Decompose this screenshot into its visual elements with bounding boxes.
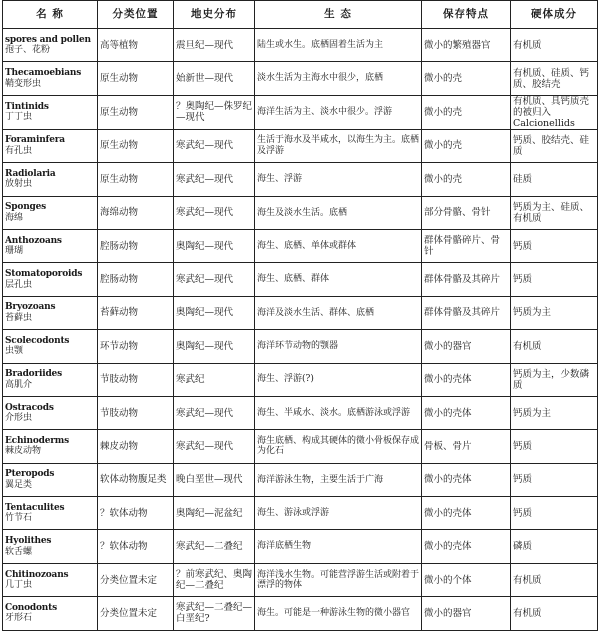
header-ecology: 生 态 xyxy=(255,1,422,29)
name-cell xyxy=(3,229,98,262)
latin-name: Stomatoporoids xyxy=(5,269,83,280)
period-cell: 寒武纪 xyxy=(174,363,255,396)
preservation-cell: 微小的器官 xyxy=(422,330,511,363)
period-cell: 始新世—现代 xyxy=(174,62,255,95)
period-cell: 寒武纪—二叠纪—白垩纪? xyxy=(174,597,255,630)
table-row xyxy=(3,463,598,496)
hard-parts-cell: 有机质 xyxy=(511,330,598,363)
classification-cell: 原生动物 xyxy=(98,129,174,162)
period-cell: 寒武纪—现代 xyxy=(174,430,255,463)
table-row xyxy=(3,296,598,329)
name-cell xyxy=(3,363,98,396)
classification-cell: 苔藓动物 xyxy=(98,296,174,329)
hard-parts-cell: 钙质为主，少数磷质 xyxy=(511,363,598,396)
ecology-cell: 陆生或水生。底栖固着生活为主 xyxy=(255,29,422,62)
classification-cell: 高等植物 xyxy=(98,29,174,62)
classification-cell: 原生动物 xyxy=(98,62,174,95)
chinese-name: 几丁虫 xyxy=(5,580,33,591)
table-row xyxy=(3,530,598,563)
period-cell: 震旦纪—现代 xyxy=(174,29,255,62)
hard-parts-cell: 钙质为主、硅质、有机质 xyxy=(511,196,598,229)
latin-name: Foraminfera xyxy=(5,135,65,146)
classification-cell: 原生动物 xyxy=(98,163,174,196)
classification-cell: 海绵动物 xyxy=(98,196,174,229)
hard-parts-cell: 钙质为主 xyxy=(511,396,598,429)
name-cell xyxy=(3,430,98,463)
ecology-cell: 海生、游泳或浮游 xyxy=(255,497,422,530)
period-cell: 寒武纪—现代 xyxy=(174,196,255,229)
table-row xyxy=(3,29,598,62)
preservation-cell: 微小的个体 xyxy=(422,563,511,596)
name-cell xyxy=(3,597,98,630)
hard-parts-cell: 钙质 xyxy=(511,263,598,296)
table-row xyxy=(3,129,598,162)
hard-parts-cell: 磷质 xyxy=(511,530,598,563)
latin-name: Echinoderms xyxy=(5,435,69,446)
name-cell xyxy=(3,497,98,530)
period-cell: 奥陶纪—现代 xyxy=(174,229,255,262)
preservation-cell: 群体骨骼及其碎片 xyxy=(422,263,511,296)
classification-cell: 腔肠动物 xyxy=(98,263,174,296)
header-name: 名 称 xyxy=(3,1,98,29)
classification-cell: 腔肠动物 xyxy=(98,229,174,262)
latin-name: Ostracods xyxy=(5,402,54,413)
table-row xyxy=(3,396,598,429)
ecology-cell: 生活于海水及半咸水，以海生为主。底栖及浮游 xyxy=(255,129,422,162)
preservation-cell: 微小的壳 xyxy=(422,163,511,196)
latin-name: Scolecodonts xyxy=(5,335,70,346)
table-body xyxy=(3,29,598,631)
table-row xyxy=(3,563,598,596)
ecology-cell: 海洋环节动物的颚器 xyxy=(255,330,422,363)
latin-name: spores and pollen xyxy=(5,34,91,45)
name-cell xyxy=(3,95,98,129)
period-cell: ？奥陶纪—侏罗纪—现代 xyxy=(174,95,255,129)
latin-name: Bryozoans xyxy=(5,302,56,313)
name-cell xyxy=(3,263,98,296)
latin-name: Conodonts xyxy=(5,602,57,613)
ecology-cell: 海生、底栖、单体或群体 xyxy=(255,229,422,262)
classification-cell: 软体动物腹足类 xyxy=(98,463,174,496)
latin-name: Sponges xyxy=(5,202,47,213)
table-row xyxy=(3,95,598,129)
name-cell xyxy=(3,330,98,363)
classification-cell: 节肢动物 xyxy=(98,396,174,429)
name-cell xyxy=(3,530,98,563)
chinese-name: 牙形石 xyxy=(5,613,33,624)
name-cell xyxy=(3,463,98,496)
preservation-cell: 微小的壳体 xyxy=(422,463,511,496)
period-cell: 奥陶纪—现代 xyxy=(174,296,255,329)
hard-parts-cell: 有机质 xyxy=(511,29,598,62)
latin-name: Chitinozoans xyxy=(5,569,69,580)
hard-parts-cell: 钙质为主 xyxy=(511,296,598,329)
period-cell: 寒武纪—现代 xyxy=(174,396,255,429)
preservation-cell: 微小的壳 xyxy=(422,129,511,162)
name-cell xyxy=(3,196,98,229)
chinese-name: 棘皮动物 xyxy=(5,446,42,457)
classification-cell: 原生动物 xyxy=(98,95,174,129)
name-cell xyxy=(3,563,98,596)
chinese-name: 鞘变形虫 xyxy=(5,78,42,89)
preservation-cell: 微小的器官 xyxy=(422,597,511,630)
preservation-cell: 微小的壳体 xyxy=(422,497,511,530)
header-classification: 分类位置 xyxy=(98,1,174,29)
chinese-name: 虫颚 xyxy=(5,346,24,357)
preservation-cell: 微小的壳 xyxy=(422,95,511,129)
classification-cell: 分类位置未定 xyxy=(98,563,174,596)
chinese-name: 苔藓虫 xyxy=(5,312,33,323)
table-row xyxy=(3,330,598,363)
hard-parts-cell: 硅质 xyxy=(511,163,598,196)
hard-parts-cell: 有机质 xyxy=(511,563,598,596)
table-row xyxy=(3,497,598,530)
preservation-cell: 微小的壳体 xyxy=(422,530,511,563)
preservation-cell: 骨板、骨片 xyxy=(422,430,511,463)
period-cell: 奥陶纪—泥盆纪 xyxy=(174,497,255,530)
ecology-cell: 海洋底栖生物 xyxy=(255,530,422,563)
latin-name: Anthozoans xyxy=(5,235,62,246)
preservation-cell: 部分骨骼、骨针 xyxy=(422,196,511,229)
latin-name: Hyolithes xyxy=(5,536,52,547)
ecology-cell: 海生、半咸水、淡水。底栖游泳或浮游 xyxy=(255,396,422,429)
latin-name: Bradoriides xyxy=(5,369,62,380)
name-cell xyxy=(3,29,98,62)
preservation-cell: 微小的壳体 xyxy=(422,363,511,396)
classification-cell: 棘皮动物 xyxy=(98,430,174,463)
preservation-cell: 微小的壳 xyxy=(422,62,511,95)
name-cell xyxy=(3,62,98,95)
header-row xyxy=(3,1,598,29)
chinese-name: 有孔虫 xyxy=(5,145,33,156)
latin-name: Tentaculites xyxy=(5,502,65,513)
period-cell: 寒武纪—现代 xyxy=(174,263,255,296)
chinese-name: 丁丁虫 xyxy=(5,112,33,123)
hard-parts-cell: 钙质 xyxy=(511,497,598,530)
preservation-cell: 微小的繁殖器官 xyxy=(422,29,511,62)
classification-cell: ？软体动物 xyxy=(98,497,174,530)
ecology-cell: 海生、浮游 xyxy=(255,163,422,196)
name-cell xyxy=(3,129,98,162)
chinese-name: 竹节石 xyxy=(5,513,33,524)
period-cell: 奥陶纪—现代 xyxy=(174,330,255,363)
name-cell xyxy=(3,396,98,429)
header-preservation: 保存特点 xyxy=(422,1,511,29)
table-row xyxy=(3,163,598,196)
name-cell xyxy=(3,163,98,196)
chinese-name: 孢子、花粉 xyxy=(5,45,51,56)
hard-parts-cell: 钙质 xyxy=(511,229,598,262)
table-row xyxy=(3,229,598,262)
table-row xyxy=(3,196,598,229)
hard-parts-cell: 钙质、胶结壳、硅质 xyxy=(511,129,598,162)
ecology-cell: 海生、底栖、群体 xyxy=(255,263,422,296)
latin-name: Thecamoebians xyxy=(5,68,82,79)
chinese-name: 翼足类 xyxy=(5,479,33,490)
chinese-name: 介形虫 xyxy=(5,413,33,424)
chinese-name: 珊瑚 xyxy=(5,246,24,257)
hard-parts-cell: 钙质 xyxy=(511,463,598,496)
period-cell: ？前寒武纪、奥陶纪—二叠纪 xyxy=(174,563,255,596)
table-row xyxy=(3,62,598,95)
preservation-cell: 微小的壳体 xyxy=(422,396,511,429)
classification-cell: ？软体动物 xyxy=(98,530,174,563)
table-row xyxy=(3,363,598,396)
ecology-cell: 海生及淡水生活。底栖 xyxy=(255,196,422,229)
chinese-name: 层孔虫 xyxy=(5,279,33,290)
ecology-cell: 海生底栖、构成其硬体的微小骨板保存成为化石 xyxy=(255,430,422,463)
table-row xyxy=(3,263,598,296)
period-cell: 晚白垩世—现代 xyxy=(174,463,255,496)
latin-name: Pteropods xyxy=(5,469,55,480)
chinese-name: 海绵 xyxy=(5,212,24,223)
period-cell: 寒武纪—现代 xyxy=(174,163,255,196)
latin-name: Radiolaria xyxy=(5,168,56,179)
hard-parts-cell: 有机质 xyxy=(511,597,598,630)
table-row xyxy=(3,597,598,630)
ecology-cell: 海生。可能是一种游泳生物的微小器官 xyxy=(255,597,422,630)
chinese-name: 放射虫 xyxy=(5,179,33,190)
chinese-name: 软舌螺 xyxy=(5,546,33,557)
ecology-cell: 海生、浮游(?) xyxy=(255,363,422,396)
period-cell: 寒武纪—二叠纪 xyxy=(174,530,255,563)
ecology-cell: 海洋浅水生物。可能营浮游生活或附着于漂浮的物体 xyxy=(255,563,422,596)
ecology-cell: 海洋游泳生物，主要生活于广海 xyxy=(255,463,422,496)
classification-cell: 分类位置未定 xyxy=(98,597,174,630)
preservation-cell: 群体骨骼碎片、骨针 xyxy=(422,229,511,262)
ecology-cell: 淡水生活为主海水中很少，底栖 xyxy=(255,62,422,95)
name-cell xyxy=(3,296,98,329)
classification-cell: 环节动物 xyxy=(98,330,174,363)
header-period: 地史分布 xyxy=(174,1,255,29)
header-hard-parts: 硬体成分 xyxy=(511,1,598,29)
preservation-cell: 群体骨骼及其碎片 xyxy=(422,296,511,329)
period-cell: 寒武纪—现代 xyxy=(174,129,255,162)
ecology-cell: 海洋生活为主、淡水中很少。浮游 xyxy=(255,95,422,129)
hard-parts-cell: 有机质、具钙质壳的被归入Calcionellids xyxy=(511,95,598,129)
ecology-cell: 海洋及淡水生活、群体、底栖 xyxy=(255,296,422,329)
hard-parts-cell: 有机质、硅质、钙质、胶结壳 xyxy=(511,62,598,95)
microfossil-table xyxy=(2,0,598,631)
chinese-name: 高肌介 xyxy=(5,379,33,390)
hard-parts-cell: 钙质 xyxy=(511,430,598,463)
classification-cell: 节肢动物 xyxy=(98,363,174,396)
latin-name: Tintinids xyxy=(5,101,49,112)
table-row xyxy=(3,430,598,463)
